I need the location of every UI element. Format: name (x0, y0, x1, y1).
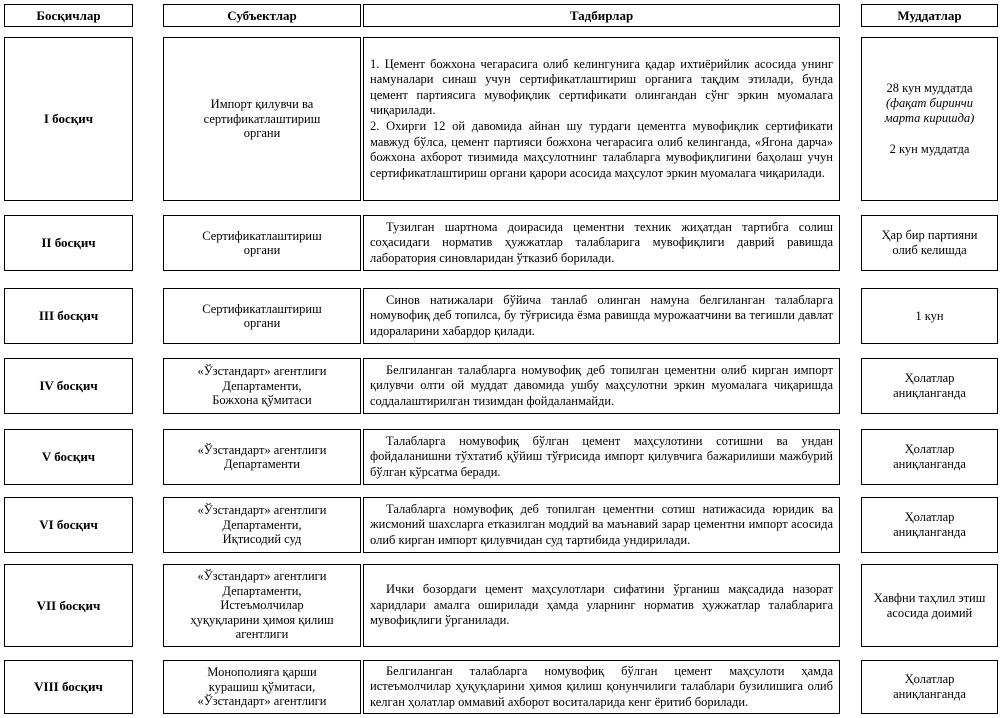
subject-line: Департаменти, (222, 378, 302, 393)
actions-cell (363, 358, 840, 414)
subject-line: Сертификатлаштириш (202, 301, 322, 316)
duration-line: аниқланганда (893, 386, 966, 400)
actions-cell (363, 37, 840, 201)
duration-line: Хавфни таҳлил этиш (873, 590, 986, 605)
subject-line: Департаменти, (222, 517, 302, 532)
subject-line: органи (243, 243, 281, 257)
duration-cell (861, 37, 998, 201)
action-paragraph: Белгиланган талабларга номувофиқ деб топилган цементни олиб кирган импорт қилувчи олти ой муддат давомида ушбу маҳсулотни эркин муомалага чиқаришда соддалаштирилган тизимдан фойдаланмайди. (370, 362, 833, 408)
header-subjects-label: Субъектлар (227, 7, 297, 23)
stage-label: VII босқич (36, 597, 101, 613)
subject-cell (163, 37, 361, 201)
duration-note: марта киришда) (884, 111, 975, 125)
header-durations (861, 4, 998, 27)
actions-cell (363, 288, 840, 344)
subject-line: Монополияга қарши (207, 665, 317, 680)
actions-cell (363, 660, 840, 714)
subject-line: Импорт қилувчи ва (210, 97, 314, 112)
duration-cell (861, 288, 998, 344)
stage-cell (4, 660, 133, 714)
action-paragraph: 2. Охирги 12 ой давомида айнан шу турдаги цементга мувофиқлик сертификати мавжуд бўлса, цемент партияси божхона чегарасига олиб келинганда, «Ягона дарча» божхона ахборот тизимида маҳсулотнинг талабларга мувофиқлигини баҳолаш учун сертификатлаштириш органи қарори асосида маҳсулот эркин муомалага чиқарилади. (370, 119, 833, 180)
actions-cell (363, 497, 840, 553)
header-actions-label: Тадбирлар (569, 7, 634, 23)
subject-line: Сертификатлаштириш (202, 228, 322, 243)
duration-line: Ҳолатлар (904, 442, 955, 456)
subject-line: Департаменти (223, 457, 300, 471)
duration-line: 1 кун (915, 308, 944, 323)
header-subjects (163, 4, 361, 27)
header-durations-label: Муддатлар (897, 7, 962, 23)
subject-line: ҳуқуқларини ҳимоя қилиш (190, 612, 334, 627)
action-paragraph: Белгиланган талабларга номувофиқ бўлган цемент маҳсулоти ҳамда истеъмолчилар ҳуқуқларини ҳимоя қилиш қонунчилиги талаблари бузилишига олиб келган ҳолатлар оммавий ахборот воситаларида кенг ёритиб борилади. (370, 663, 833, 709)
duration-cell (861, 564, 998, 647)
stage-label: III босқич (38, 308, 99, 323)
stage-label: I босқич (43, 111, 94, 126)
stage-cell (4, 497, 133, 553)
subject-cell (163, 564, 361, 647)
subject-cell (163, 358, 361, 414)
header-stages (4, 4, 133, 27)
subject-cell (163, 497, 361, 553)
subject-line: «Ўзстандарт» агентлиги (197, 442, 327, 457)
stage-label: V босқич (41, 449, 96, 464)
subject-cell (163, 429, 361, 485)
subject-line: органи (243, 316, 281, 330)
duration-line: Ҳар бир партияни (881, 228, 978, 242)
subject-line: Департаменти, (222, 583, 302, 598)
subject-line: Иқтисодий суд (222, 532, 302, 547)
subject-line: агентлиги (235, 627, 289, 642)
duration-cell (861, 358, 998, 414)
subject-cell (163, 660, 361, 714)
header-actions (363, 4, 840, 27)
stage-cell (4, 288, 133, 344)
stage-cell (4, 215, 133, 271)
duration-line: Ҳолатлар (904, 510, 955, 524)
subject-line: «Ўзстандарт» агентлиги (197, 503, 327, 518)
action-paragraph: Талабларга номувофиқ деб топилган цементни сотиш натижасида юридик ва жисмоний шахсларга етказилган моддий ва маънавий зарар цементни импорт асосида олиб кирган импорт қилувчидан суд тартибида ундирилади. (370, 501, 833, 547)
subject-line: сертификатлаштириш (203, 111, 321, 126)
duration-line: 2 кун муддатда (889, 142, 970, 156)
subject-line: «Ўзстандарт» агентлиги (197, 694, 327, 709)
actions-cell (363, 429, 840, 485)
stage-cell (4, 358, 133, 414)
duration-cell (861, 215, 998, 271)
actions-cell (363, 564, 840, 647)
stage-label: IV босқич (39, 378, 98, 393)
duration-note: (фақат биринчи (886, 96, 973, 110)
subject-cell (163, 288, 361, 344)
duration-cell (861, 429, 998, 485)
duration-line: 28 кун муддатда (886, 81, 973, 95)
duration-line: Ҳолатлар (904, 672, 955, 686)
subject-line: «Ўзстандарт» агентлиги (197, 364, 327, 379)
action-paragraph: 1. Цемент божхона чегарасига олиб келингунига қадар ихтиёрийлик асосида унинг намуналари синаш учун сертификатлаштириш органига тақдим этилади, бунда цемент партиясига мувофиқлик сертификати олингандан сўнг эркин муомалага чиқарилади. (370, 56, 833, 118)
duration-cell (861, 497, 998, 553)
header-stages-label: Босқичлар (36, 7, 101, 23)
action-paragraph: Талабларга номувофиқ бўлган цемент маҳсулотини сотишни ва ундан фойдаланишни тўхтатиб қўйиш тўғрисида импорт қилувчига бажарилиши мажбурий бўлган кўрсатма беради. (370, 433, 833, 479)
subject-cell (163, 215, 361, 271)
duration-line: Ҳолатлар (904, 371, 955, 385)
stage-cell (4, 429, 133, 485)
stage-label: VI босқич (39, 517, 98, 532)
stage-label: II босқич (41, 235, 96, 250)
subject-line: органи (243, 126, 281, 141)
subject-line: «Ўзстандарт» агентлиги (197, 569, 327, 584)
duration-line: аниқланганда (893, 687, 966, 701)
action-paragraph: Синов натижалари бўйича танлаб олинган намуна белгиланган талабларга номувофиқ деб топилса, бу тўғрисида ёзма равишда мурожаатчини ва тегишли давлат идораларини хабардор қилади. (370, 292, 833, 338)
subject-line: курашиш қўмитаси, (208, 679, 316, 694)
stage-cell (4, 564, 133, 647)
action-paragraph: Тузилган шартнома доирасида цементни техник жиҳатдан тартибга солиш соҳасидаги норматив ҳужжатлар талабларига мувофиқлиги даврий равишда лаборатория синовларидан ўтказиб борилади. (370, 219, 833, 265)
duration-line: асосида доимий (886, 605, 973, 620)
subject-line: Истеъмолчилар (220, 598, 304, 613)
duration-cell (861, 660, 998, 714)
duration-line: аниқланганда (893, 525, 966, 539)
action-paragraph: Ички бозордаги цемент маҳсулотлари сифатини ўрганиш мақсадида назорат харидлари амалга оширилади ҳамда уларнинг норматив ҳужжатлар талабларига мувофиқлиги ўрганилади. (370, 582, 833, 628)
actions-cell (363, 215, 840, 271)
duration-line: аниқланганда (893, 457, 966, 471)
duration-line: олиб келишда (892, 243, 967, 257)
subject-line: Божхона қўмитаси (212, 393, 312, 408)
stage-label: VIII босқич (34, 679, 103, 694)
stage-cell (4, 37, 133, 201)
